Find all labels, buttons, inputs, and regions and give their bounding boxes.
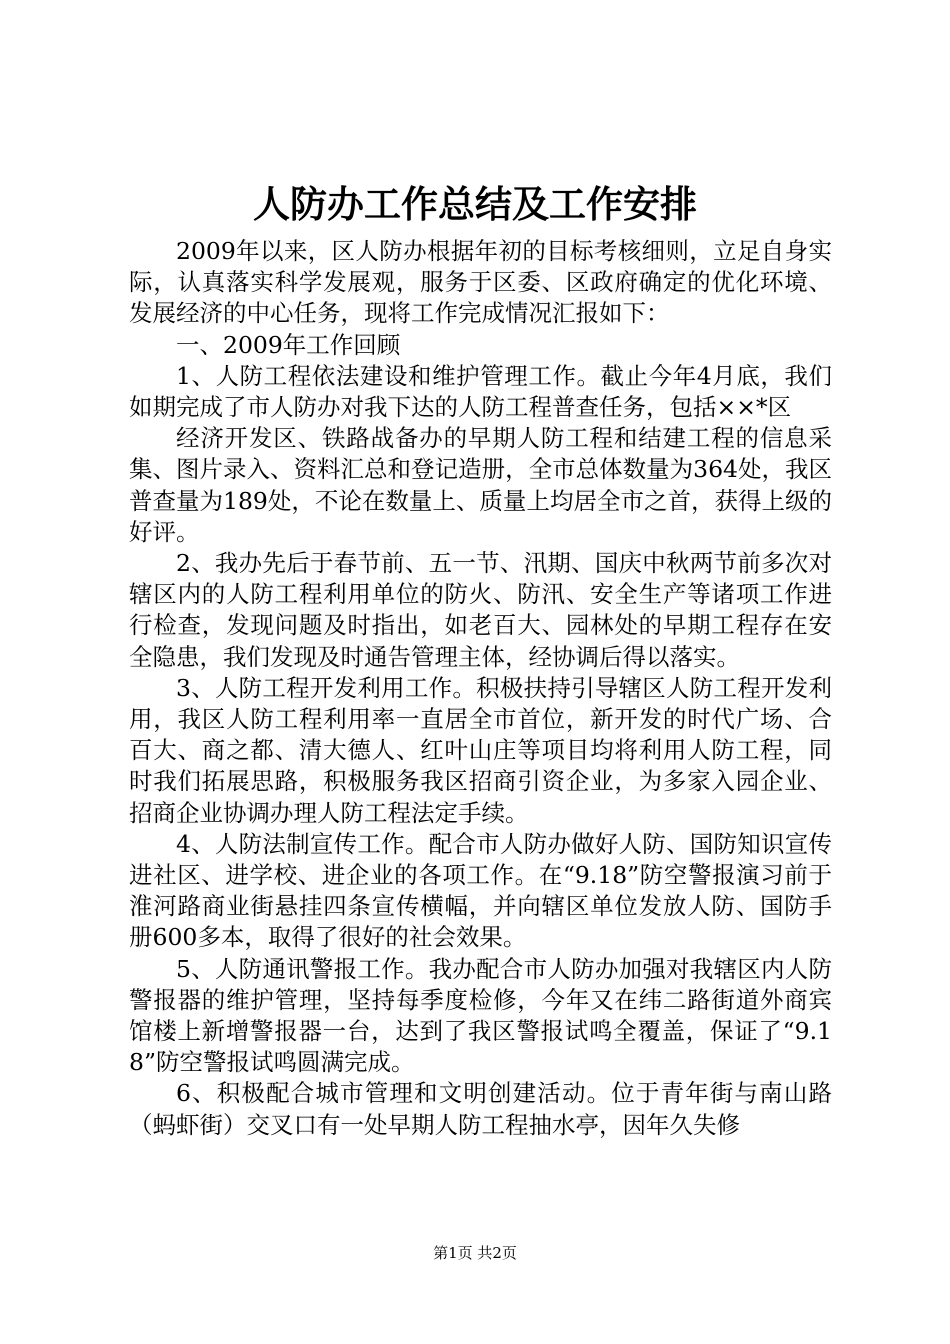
paragraph-item-6: 6、积极配合城市管理和文明创建活动。位于青年街与南山路（蚂虾街）交叉口有一处早期人防工程抽水亭，因年久失修 [129,1079,832,1139]
paragraph-item-5: 5、人防通讯警报工作。我办配合市人防办加强对我辖区内人防警报器的维护管理，坚持每季度检修，今年又在纬二路街道外商宾馆楼上新增警报器一台，达到了我区警报试鸣全覆盖，保证了“9.18”防空警报试鸣圆满完成。 [129,954,832,1077]
paragraph-item-1-continued: 经济开发区、铁路战备办的早期人防工程和结建工程的信息采集、图片录入、资料汇总和登记造册，全市总体数量为364处，我区普查量为189处，不论在数量上、质量上均居全市之首，获得上级的好评。 [129,424,832,546]
document-body [129,236,832,1141]
paragraph-item-2: 2、我办先后于春节前、五一节、汛期、国庆中秋两节前多次对辖区内的人防工程利用单位的防火、防汛、安全生产等诸项工作进行检查，发现问题及时指出，如老百大、园林处的早期工程存在安全隐患，我们发现及时通告管理主体，经协调后得以落实。 [129,549,832,671]
paragraph-item-4: 4、人防法制宣传工作。配合市人防办做好人防、国防知识宣传进社区、进学校、进企业的各项工作。在“9.18”防空警报演习前于淮河路商业街悬挂四条宣传横幅，并向辖区单位发放人防、国防手册600多本，取得了很好的社会效果。 [129,829,832,952]
page-number-footer: 第1页 共2页 [433,1244,517,1262]
section-heading: 一、2009年工作回顾 [176,330,401,359]
paragraph-item-1: 1、人防工程依法建设和维护管理工作。截止今年4月底，我们如期完成了市人防办对我下达的人防工程普查任务，包括××*区 [129,361,832,422]
document-title: 人防办工作总结及工作安排 [253,182,697,226]
paragraph-intro: 2009年以来，区人防办根据年初的目标考核细则，立足自身实际，认真落实科学发展观，服务于区委、区政府确定的优化环境、发展经济的中心任务，现将工作完成情况汇报如下： [129,237,832,328]
paragraph-item-3: 3、人防工程开发利用工作。积极扶持引导辖区人防工程开发利用，我区人防工程利用率一直居全市首位，新开发的时代广场、合百大、商之都、清大德人、红叶山庄等项目均将利用人防工程，同时我们拓展思路，积极服务我区招商引资企业，为多家入园企业、招商企业协调办理人防工程法定手续。 [129,673,832,827]
